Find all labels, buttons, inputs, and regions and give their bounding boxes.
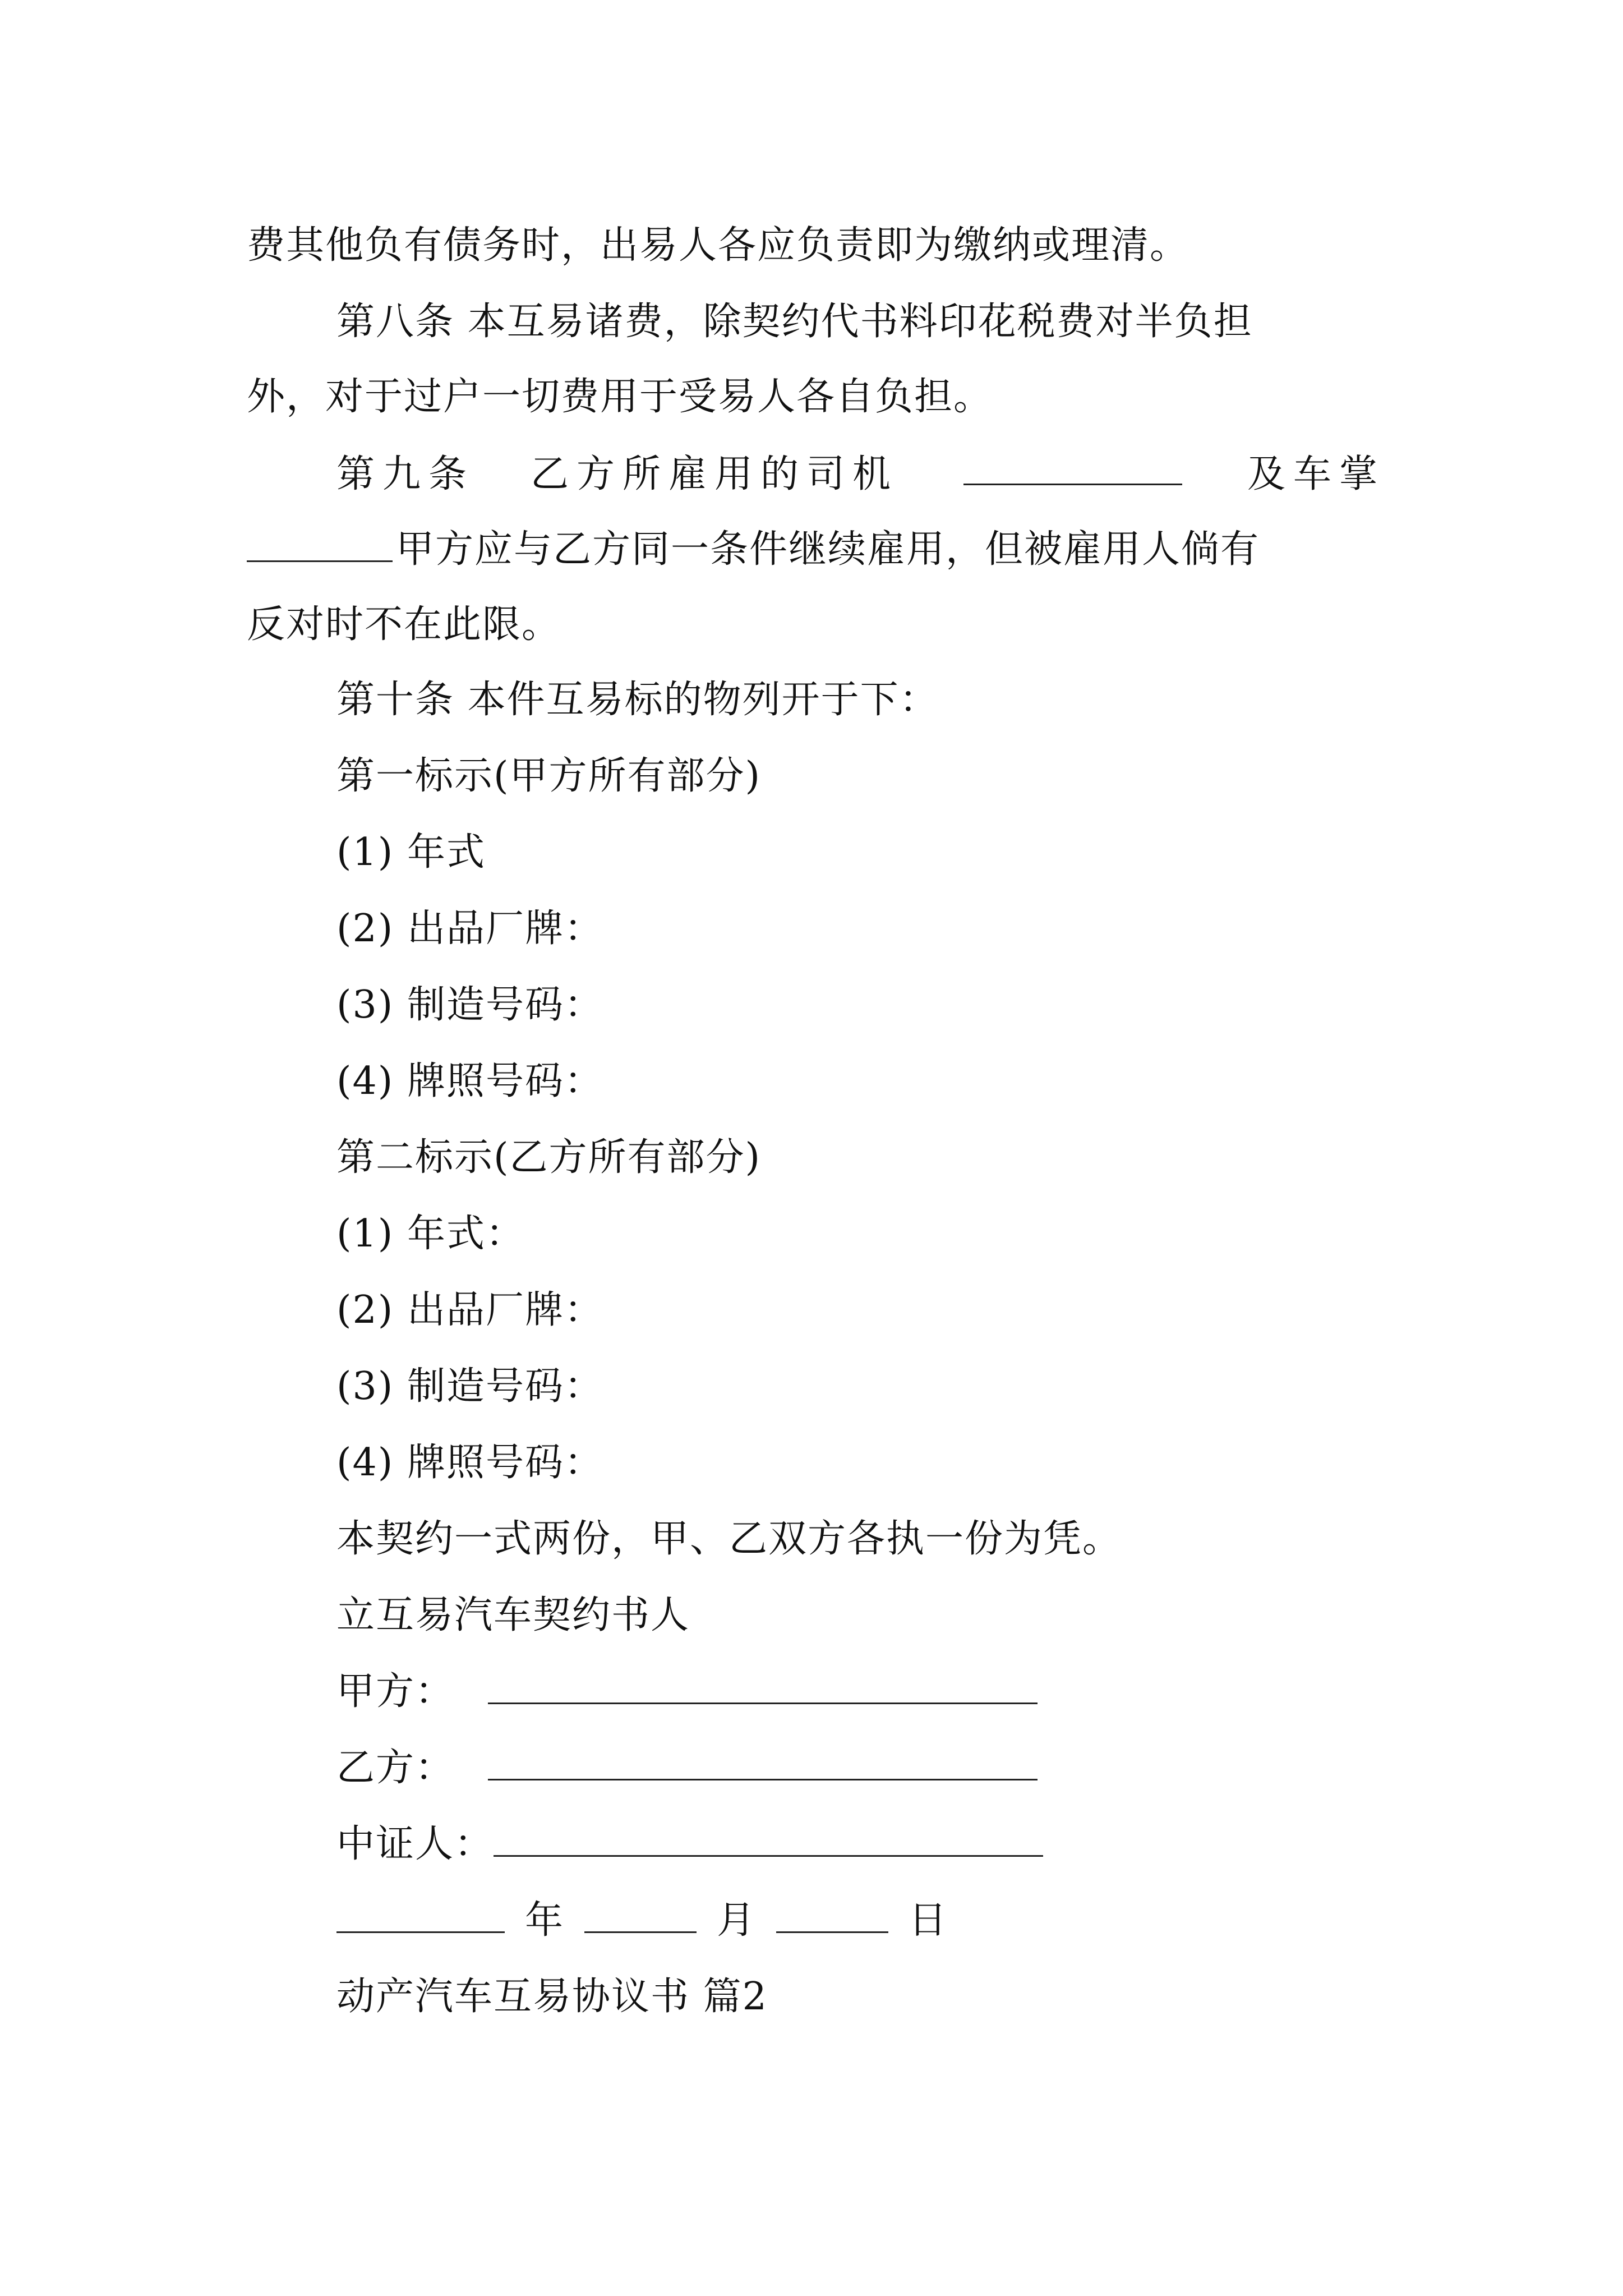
section-2-title: 第二标示(乙方所有部分) <box>336 1135 762 1180</box>
section-1-item-4: (4) 牌照号码： <box>336 1059 603 1103</box>
witness-label: 中证人： <box>336 1822 494 1866</box>
article-9-line2 <box>247 523 1385 577</box>
signers-title: 立互易汽车契约书人 <box>336 1593 690 1637</box>
section-1-item-3: (3) 制造号码： <box>336 983 603 1027</box>
article-9-conductor-text: 及车掌 <box>1247 452 1385 496</box>
date-line <box>336 1894 1385 1948</box>
section-2-item-4: (4) 牌照号码： <box>336 1441 603 1485</box>
party-b-blank[interactable] <box>488 1743 1038 1780</box>
section-1-item-2: (2) 出品厂牌： <box>336 907 603 951</box>
section-1-title: 第一标示(甲方所有部分) <box>336 754 762 798</box>
article-9-continue-text: 甲方应与乙方同一条件继续雇用，但被雇用人倘有 <box>396 527 1260 572</box>
day-blank[interactable] <box>776 1895 888 1933</box>
section-1-item-1: (1) 年式 <box>336 830 486 875</box>
party-b-line <box>336 1741 1385 1795</box>
section-2-item-1: (1) 年式： <box>336 1212 525 1256</box>
section-2-item-3: (3) 制造号码： <box>336 1364 603 1409</box>
conductor-name-blank[interactable] <box>247 524 393 562</box>
next-agreement-title: 动产汽车互易协议书 篇2 <box>336 1975 768 2019</box>
driver-name-blank[interactable] <box>963 448 1182 485</box>
party-b-label: 乙方： <box>336 1746 455 1790</box>
paragraph-debt: 费其他负有债务时，出易人各应负责即为缴纳或理清。 <box>247 223 1189 268</box>
section-2-item-2: (2) 出品厂牌： <box>336 1288 603 1332</box>
article-9-label: 第九条 <box>336 452 475 496</box>
party-a-blank[interactable] <box>488 1667 1038 1704</box>
article-9-line3: 反对时不在此限。 <box>247 602 561 647</box>
witness-blank[interactable] <box>494 1819 1043 1857</box>
party-a-line <box>336 1665 1385 1719</box>
month-blank[interactable] <box>584 1895 697 1933</box>
article-10: 第十条 本件互易标的物列开于下： <box>336 678 939 722</box>
day-label: 日 <box>909 1898 948 1943</box>
article-9-driver-text: 乙方所雇用的司机 <box>531 452 899 496</box>
witness-line <box>336 1818 1385 1871</box>
party-a-label: 甲方： <box>336 1669 455 1714</box>
month-label: 月 <box>717 1898 757 1943</box>
article-9-line1 <box>336 448 1385 501</box>
article-8-line1: 第八条 本互易诸费，除契约代书料印花税费对半负担 <box>336 300 1253 344</box>
year-label: 年 <box>525 1898 565 1943</box>
year-blank[interactable] <box>336 1895 505 1933</box>
article-8-line2: 外，对于过户一切费用于受易人各自负担。 <box>247 375 993 419</box>
copies-statement: 本契约一式两份，甲、乙双方各执一份为凭。 <box>336 1517 1122 1561</box>
